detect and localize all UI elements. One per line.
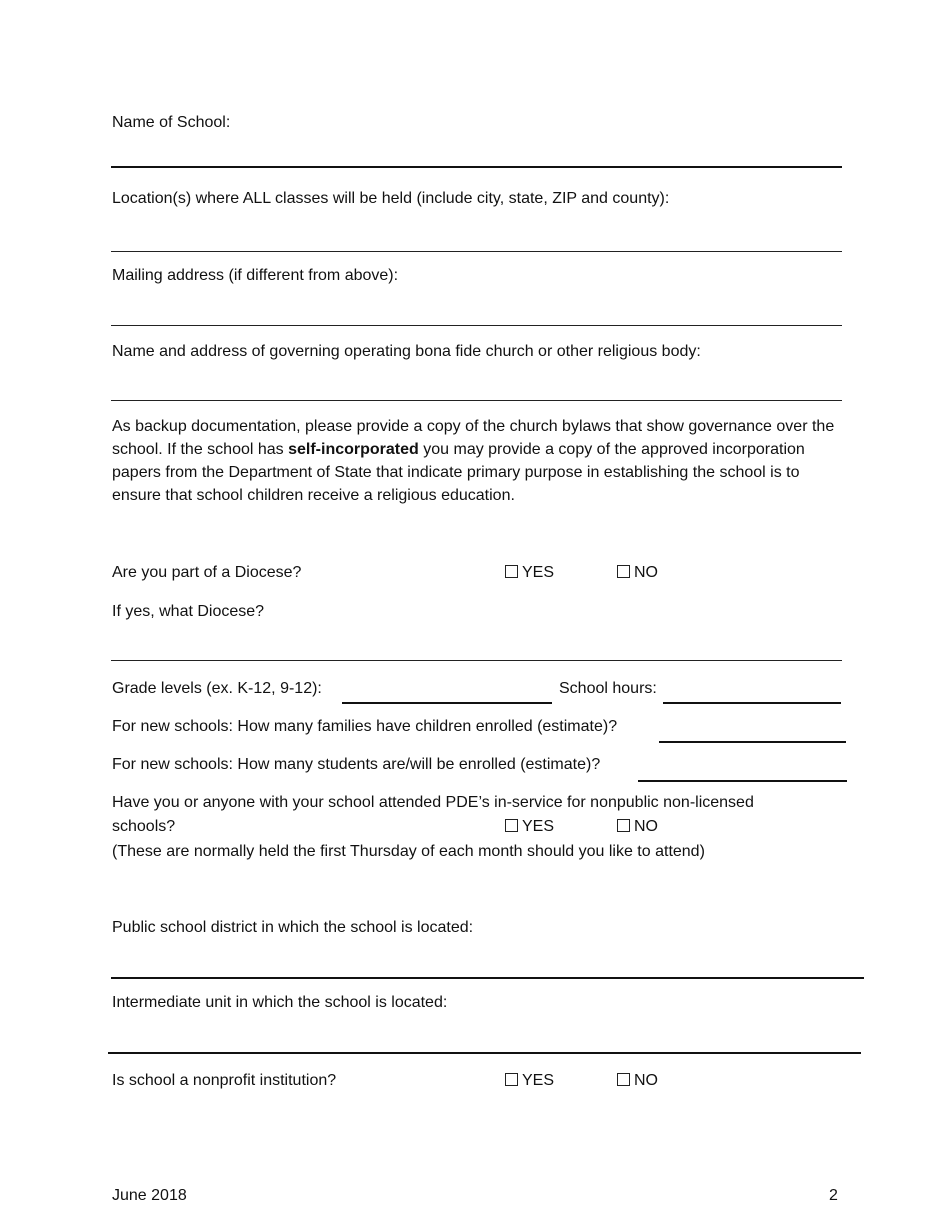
locations-line[interactable]	[111, 251, 842, 252]
nonprofit-no-label: NO	[634, 1072, 658, 1089]
inservice-note: (These are normally held the first Thursday of each month should you like to attend)	[112, 843, 705, 860]
diocese-no-label: NO	[634, 564, 658, 581]
nonprofit-no-checkbox[interactable]	[617, 1071, 658, 1090]
diocese-followup-label: If yes, what Diocese?	[112, 603, 265, 620]
checkbox-icon	[617, 565, 630, 578]
backup-text-part2: you may provide a copy of the approved incorporation papers from the Department of State that indicate primary purpose in establishing the school is to ensure that school children receive a religious education.	[112, 441, 805, 504]
checkbox-icon	[617, 1073, 630, 1086]
inservice-yes-label: YES	[522, 818, 555, 835]
families-question: For new schools: How many families have children enrolled (estimate)?	[112, 718, 618, 735]
checkbox-icon	[505, 565, 518, 578]
diocese-yes-label: YES	[522, 564, 555, 581]
checkbox-icon	[617, 819, 630, 832]
mailing-address-line[interactable]	[111, 325, 842, 326]
grade-levels-blank[interactable]	[342, 702, 552, 704]
checkbox-icon	[505, 819, 518, 832]
students-blank[interactable]	[638, 780, 847, 782]
families-blank[interactable]	[659, 741, 846, 743]
footer-date: June 2018	[112, 1187, 187, 1204]
backup-documentation-paragraph	[112, 415, 847, 507]
inservice-yes-checkbox[interactable]	[505, 817, 554, 836]
students-question: For new schools: How many students are/will be enrolled (estimate)?	[112, 756, 601, 773]
inservice-no-checkbox[interactable]	[617, 817, 658, 836]
inservice-question-line1: Have you or anyone with your school attended PDE’s in-service for nonpublic non-licensed	[112, 794, 754, 811]
diocese-yes-checkbox[interactable]	[505, 563, 554, 582]
school-name-line[interactable]	[111, 166, 842, 168]
district-label: Public school district in which the school is located:	[112, 919, 474, 936]
backup-text-part1: As backup documentation, please provide a copy of the church bylaws that show governance over the school. If the school has	[112, 418, 835, 458]
nonprofit-question: Is school a nonprofit institution?	[112, 1072, 337, 1089]
governing-body-label: Name and address of governing operating bona fide church or other religious body:	[112, 343, 701, 360]
locations-label: Location(s) where ALL classes will be held (include city, state, ZIP and county):	[112, 190, 670, 207]
district-line[interactable]	[111, 977, 864, 979]
school-hours-label: School hours:	[559, 680, 657, 697]
school-name-label: Name of School:	[112, 114, 231, 131]
intermediate-unit-line[interactable]	[108, 1052, 861, 1054]
nonprofit-yes-label: YES	[522, 1072, 555, 1089]
governing-body-line[interactable]	[111, 400, 842, 401]
school-hours-blank[interactable]	[663, 702, 841, 704]
grade-levels-label: Grade levels (ex. K-12, 9-12):	[112, 680, 322, 697]
diocese-no-checkbox[interactable]	[617, 563, 658, 582]
backup-text-bold: self-incorporated	[288, 441, 419, 458]
inservice-no-label: NO	[634, 818, 658, 835]
page-number: 2	[829, 1187, 838, 1204]
diocese-line[interactable]	[111, 660, 842, 661]
mailing-address-label: Mailing address (if different from above):	[112, 267, 399, 284]
nonprofit-yes-checkbox[interactable]	[505, 1071, 554, 1090]
checkbox-icon	[505, 1073, 518, 1086]
inservice-question-line2: schools?	[112, 818, 176, 835]
intermediate-unit-label: Intermediate unit in which the school is located:	[112, 994, 448, 1011]
diocese-question: Are you part of a Diocese?	[112, 564, 302, 581]
